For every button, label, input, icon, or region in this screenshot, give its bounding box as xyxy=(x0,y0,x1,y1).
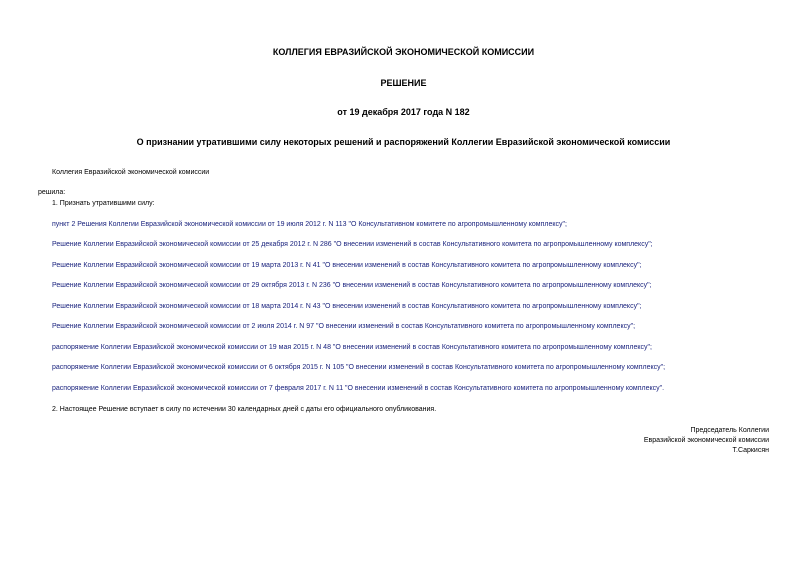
page-title: О признании утратившими силу некоторых решений и распоряжений Коллегии Евразийской экономической комиссии xyxy=(136,137,671,147)
link-item-1[interactable]: пункт 2 Решения Коллегии Евразийской экономической комиссии от 19 июля 2012 г. N 113 "О Консультативном комитете по агропромышленному комплексу"; xyxy=(52,221,567,228)
link-item-8[interactable]: распоряжение Коллегии Евразийской экономической комиссии от 6 октября 2015 г. N 105 "О внесении изменений в состав Консультативного комитета по агропромышленному комплексу"; xyxy=(52,364,666,371)
signature-block xyxy=(644,426,769,456)
signature-line-1: Председатель Коллегии xyxy=(690,427,769,434)
doc-type-heading: РЕШЕНИЕ xyxy=(380,78,427,88)
item-2-text: 2. Настоящее Решение вступает в силу по истечении 30 календарных дней с даты его официального опубликования. xyxy=(52,406,437,413)
resolved-text: решила: xyxy=(38,189,66,196)
intro-text: Коллегия Евразийской экономической комиссии xyxy=(52,169,210,176)
link-item-6[interactable]: Решение Коллегии Евразийской экономической комиссии от 2 июля 2014 г. N 97 "О внесении изменений в состав Консультативного комитета по агропромышленному комплексу"; xyxy=(52,323,636,330)
date-number-heading: от 19 декабря 2017 года N 182 xyxy=(337,107,470,117)
signature-line-2: Евразийской экономической комиссии xyxy=(643,437,769,444)
link-item-9[interactable]: распоряжение Коллегии Евразийской экономической комиссии от 7 февраля 2017 г. N 11 "О внесении изменений в состав Консультативного комитета по агропромышленному комплексу". xyxy=(52,385,665,392)
link-item-5[interactable]: Решение Коллегии Евразийской экономической комиссии от 18 марта 2014 г. N 43 "О внесении изменений в состав Консультативного комитета по агропромышленному комплексу"; xyxy=(52,303,642,310)
org-heading: КОЛЛЕГИЯ ЕВРАЗИЙСКОЙ ЭКОНОМИЧЕСКОЙ КОМИССИИ xyxy=(272,47,535,57)
link-item-2[interactable]: Решение Коллегии Евразийской экономической комиссии от 25 декабря 2012 г. N 286 "О внесении изменений в состав Консультативного комитета по агропромышленному комплексу"; xyxy=(52,241,653,248)
link-item-4[interactable]: Решение Коллегии Евразийской экономической комиссии от 29 октября 2013 г. N 236 "О внесении изменений в состав Консультативного комитета по агропромышленному комплексу"; xyxy=(52,282,652,289)
item-1-text: 1. Признать утратившими силу: xyxy=(52,200,155,207)
link-item-7[interactable]: распоряжение Коллегии Евразийской экономической комиссии от 19 мая 2015 г. N 48 "О внесении изменений в состав Консультативного комитета по агропромышленному комплексу"; xyxy=(52,344,652,351)
link-item-3[interactable]: Решение Коллегии Евразийской экономической комиссии от 19 марта 2013 г. N 41 "О внесении изменений в состав Консультативного комитета по агропромышленному комплексу"; xyxy=(52,262,642,269)
signature-name: Т.Саркисян xyxy=(732,447,769,454)
